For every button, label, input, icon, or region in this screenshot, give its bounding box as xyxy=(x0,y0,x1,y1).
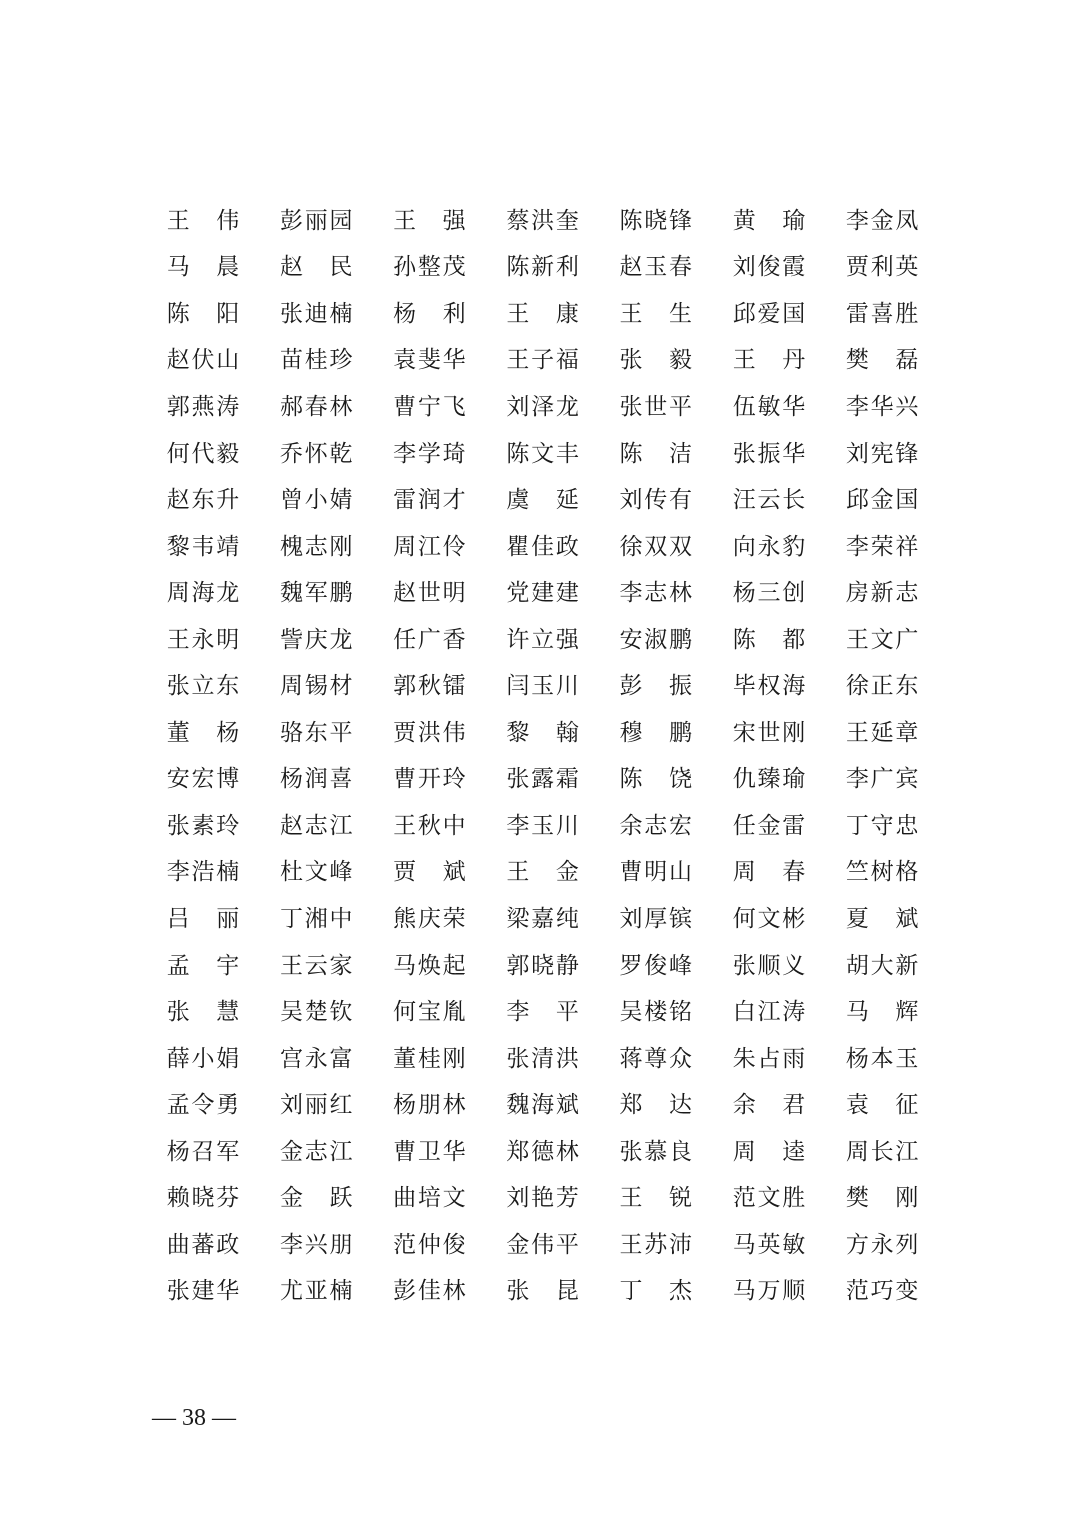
name-entry: 吕 丽 xyxy=(166,905,240,932)
name-entry: 郭 燕 涛 xyxy=(166,393,240,420)
name-entry: 王 强 xyxy=(393,207,466,234)
name-entry: 李 华 兴 xyxy=(845,393,919,420)
name-entry: 王 永 明 xyxy=(166,626,240,653)
name-entry: 朱 占 雨 xyxy=(732,1045,806,1072)
name-entry: 孟 令 勇 xyxy=(166,1092,240,1119)
name-entry: 宋 世 刚 xyxy=(732,719,806,746)
name-entry: 马 辉 xyxy=(845,999,919,1026)
name-entry: 郝 春 林 xyxy=(279,393,353,420)
name-entry: 张 慕 良 xyxy=(619,1138,692,1165)
name-entry: 李 学 琦 xyxy=(393,440,466,467)
name-entry: 张 迪 楠 xyxy=(279,300,353,327)
name-entry: 槐 志 刚 xyxy=(279,533,353,560)
name-entry: 郑 达 xyxy=(619,1092,692,1119)
name-entry: 马 焕 起 xyxy=(393,952,466,979)
name-entry: 陈 洁 xyxy=(619,440,692,467)
name-entry: 向 永 豹 xyxy=(732,533,806,560)
name-entry: 金 志 江 xyxy=(279,1138,353,1165)
name-entry: 蒋 尊 众 xyxy=(619,1045,692,1072)
name-entry: 孙 整 茂 xyxy=(393,254,466,281)
name-entry: 魏 海 斌 xyxy=(506,1092,579,1119)
name-entry: 乔 怀 乾 xyxy=(279,440,353,467)
name-entry: 宫 永 富 xyxy=(279,1045,353,1072)
name-entry: 赵 玉 春 xyxy=(619,254,692,281)
name-entry: 金 跃 xyxy=(279,1185,353,1212)
name-entry: 周 逵 xyxy=(732,1138,806,1165)
name-entry: 杨 召 军 xyxy=(166,1138,240,1165)
name-entry: 王 锐 xyxy=(619,1185,692,1212)
name-entry: 陈 饶 xyxy=(619,766,692,793)
name-entry: 陈 阳 xyxy=(166,300,240,327)
name-entry: 赵 民 xyxy=(279,254,353,281)
name-entry: 彭 佳 林 xyxy=(393,1278,466,1305)
name-entry: 王 苏 沛 xyxy=(619,1231,692,1258)
name-entry: 陈 文 丰 xyxy=(506,440,579,467)
name-entry: 尤 亚 楠 xyxy=(279,1278,353,1305)
name-entry: 赵 志 江 xyxy=(279,812,353,839)
name-entry: 吴 楚 钦 xyxy=(279,999,353,1026)
name-entry: 熊 庆 荣 xyxy=(393,905,466,932)
name-entry: 邱 金 国 xyxy=(845,487,919,514)
name-entry: 闫 玉 川 xyxy=(506,673,579,700)
name-entry: 陈 都 xyxy=(732,626,806,653)
name-entry: 刘 泽 龙 xyxy=(506,393,579,420)
name-entry: 黄 瑜 xyxy=(732,207,806,234)
name-entry: 曲 蕃 政 xyxy=(166,1231,240,1258)
name-entry: 曹 卫 华 xyxy=(393,1138,466,1165)
name-entry: 马 晨 xyxy=(166,254,240,281)
name-entry: 苗 桂 珍 xyxy=(279,347,353,374)
name-entry: 王 子 福 xyxy=(506,347,579,374)
name-entry: 訾 庆 龙 xyxy=(279,626,353,653)
name-entry: 骆 东 平 xyxy=(279,719,353,746)
name-entry: 雷 润 才 xyxy=(393,487,466,514)
name-entry: 李 平 xyxy=(506,999,579,1026)
name-entry: 樊 刚 xyxy=(845,1185,919,1212)
name-entry: 虞 延 xyxy=(506,487,579,514)
name-entry: 竺 树 格 xyxy=(845,859,919,886)
name-entry: 王 金 xyxy=(506,859,579,886)
name-entry: 张 露 霜 xyxy=(506,766,579,793)
name-entry: 王 延 章 xyxy=(845,719,919,746)
name-entry: 赵 伏 山 xyxy=(166,347,240,374)
name-entry: 赵 世 明 xyxy=(393,580,466,607)
name-entry: 丁 守 忠 xyxy=(845,812,919,839)
name-entry: 刘 艳 芳 xyxy=(506,1185,579,1212)
name-entry: 余 志 宏 xyxy=(619,812,692,839)
name-entry: 贾 利 英 xyxy=(845,254,919,281)
name-entry: 王 秋 中 xyxy=(393,812,466,839)
name-entry: 赖 晓 芬 xyxy=(166,1185,240,1212)
name-entry: 曲 培 文 xyxy=(393,1185,466,1212)
name-entry: 丁 湘 中 xyxy=(279,905,353,932)
name-entry: 范 文 胜 xyxy=(732,1185,806,1212)
name-entry: 贾 洪 伟 xyxy=(393,719,466,746)
name-entry: 张 昆 xyxy=(506,1278,579,1305)
name-entry: 曹 开 玲 xyxy=(393,766,466,793)
name-entry: 樊 磊 xyxy=(845,347,919,374)
name-entry: 安 淑 鹏 xyxy=(619,626,692,653)
name-entry: 陈 晓 锋 xyxy=(619,207,692,234)
name-entry: 曾 小 婧 xyxy=(279,487,353,514)
name-entry: 李 广 宾 xyxy=(845,766,919,793)
page-number: — 38 — xyxy=(152,1405,236,1431)
name-entry: 蔡 洪 奎 xyxy=(506,207,579,234)
name-entry: 何 文 彬 xyxy=(732,905,806,932)
name-entry: 马 万 顺 xyxy=(732,1278,806,1305)
name-entry: 仇 臻 瑜 xyxy=(732,766,806,793)
name-entry: 曹 明 山 xyxy=(619,859,692,886)
name-entry: 陈 新 利 xyxy=(506,254,579,281)
name-entry: 彭 丽 园 xyxy=(279,207,353,234)
name-entry: 瞿 佳 政 xyxy=(506,533,579,560)
name-entry: 杨 朋 林 xyxy=(393,1092,466,1119)
name-entry: 周 春 xyxy=(732,859,806,886)
name-entry: 任 金 雷 xyxy=(732,812,806,839)
name-entry: 张 立 东 xyxy=(166,673,240,700)
name-entry: 周 江 伶 xyxy=(393,533,466,560)
name-entry: 李 金 凤 xyxy=(845,207,919,234)
name-entry: 张 素 玲 xyxy=(166,812,240,839)
name-entry: 张 建 华 xyxy=(166,1278,240,1305)
name-entry: 罗 俊 峰 xyxy=(619,952,692,979)
name-entry: 何 代 毅 xyxy=(166,440,240,467)
name-entry: 王 云 家 xyxy=(279,952,353,979)
name-entry: 邱 爱 国 xyxy=(732,300,806,327)
name-entry: 郭 晓 静 xyxy=(506,952,579,979)
name-entry: 董 桂 刚 xyxy=(393,1045,466,1072)
name-entry: 徐 正 东 xyxy=(845,673,919,700)
name-entry: 董 杨 xyxy=(166,719,240,746)
name-entry: 魏 军 鹏 xyxy=(279,580,353,607)
name-entry: 张 顺 义 xyxy=(732,952,806,979)
name-entry: 孟 宇 xyxy=(166,952,240,979)
name-entry: 杨 本 玉 xyxy=(845,1045,919,1072)
name-entry: 彭 振 xyxy=(619,673,692,700)
name-entry: 刘 丽 红 xyxy=(279,1092,353,1119)
name-entry: 薛 小 娟 xyxy=(166,1045,240,1072)
name-entry: 刘 传 有 xyxy=(619,487,692,514)
name-entry: 丁 杰 xyxy=(619,1278,692,1305)
name-entry: 李 浩 楠 xyxy=(166,859,240,886)
name-entry: 杨 利 xyxy=(393,300,466,327)
name-entry: 袁 征 xyxy=(845,1092,919,1119)
name-entry: 李 荣 祥 xyxy=(845,533,919,560)
name-entry: 雷 喜 胜 xyxy=(845,300,919,327)
name-entry: 房 新 志 xyxy=(845,580,919,607)
name-entry: 刘 厚 镔 xyxy=(619,905,692,932)
name-entry: 白 江 涛 xyxy=(732,999,806,1026)
name-entry: 王 康 xyxy=(506,300,579,327)
name-entry: 金 伟 平 xyxy=(506,1231,579,1258)
name-entry: 郑 德 林 xyxy=(506,1138,579,1165)
name-entry: 周 海 龙 xyxy=(166,580,240,607)
name-entry: 汪 云 长 xyxy=(732,487,806,514)
name-entry: 余 君 xyxy=(732,1092,806,1119)
name-entry: 贾 斌 xyxy=(393,859,466,886)
name-entry: 任 广 香 xyxy=(393,626,466,653)
name-entry: 郭 秋 镭 xyxy=(393,673,466,700)
name-entry: 刘 宪 锋 xyxy=(845,440,919,467)
name-entry: 刘 俊 霞 xyxy=(732,254,806,281)
name-entry: 杨 润 喜 xyxy=(279,766,353,793)
name-entry: 党 建 建 xyxy=(506,580,579,607)
name-entry: 安 宏 博 xyxy=(166,766,240,793)
name-entry: 王 生 xyxy=(619,300,692,327)
name-entry: 李 志 林 xyxy=(619,580,692,607)
name-entry: 张 慧 xyxy=(166,999,240,1026)
name-entry: 周 长 江 xyxy=(845,1138,919,1165)
name-entry: 张 世 平 xyxy=(619,393,692,420)
name-entry: 马 英 敏 xyxy=(732,1231,806,1258)
name-entry: 王 丹 xyxy=(732,347,806,374)
name-entry: 杜 文 峰 xyxy=(279,859,353,886)
name-entry: 曹 宁 飞 xyxy=(393,393,466,420)
name-entry: 王 文 广 xyxy=(845,626,919,653)
name-entry: 范 巧 变 xyxy=(845,1278,919,1305)
name-entry: 杨 三 创 xyxy=(732,580,806,607)
name-entry: 张 清 洪 xyxy=(506,1045,579,1072)
name-list-grid xyxy=(166,198,958,1315)
name-entry: 王 伟 xyxy=(166,207,240,234)
name-entry: 徐 双 双 xyxy=(619,533,692,560)
name-entry: 李 兴 朋 xyxy=(279,1231,353,1258)
name-entry: 范 仲 俊 xyxy=(393,1231,466,1258)
name-entry: 黎 翰 xyxy=(506,719,579,746)
name-entry: 张 毅 xyxy=(619,347,692,374)
name-entry: 许 立 强 xyxy=(506,626,579,653)
name-entry: 吴 楼 铭 xyxy=(619,999,692,1026)
name-entry: 周 锡 材 xyxy=(279,673,353,700)
name-entry: 赵 东 升 xyxy=(166,487,240,514)
name-entry: 夏 斌 xyxy=(845,905,919,932)
name-entry: 黎 韦 靖 xyxy=(166,533,240,560)
name-entry: 毕 权 海 xyxy=(732,673,806,700)
name-entry: 袁 斐 华 xyxy=(393,347,466,374)
name-entry: 穆 鹏 xyxy=(619,719,692,746)
name-entry: 伍 敏 华 xyxy=(732,393,806,420)
name-entry: 李 玉 川 xyxy=(506,812,579,839)
name-entry: 方 永 列 xyxy=(845,1231,919,1258)
name-entry: 张 振 华 xyxy=(732,440,806,467)
name-entry: 胡 大 新 xyxy=(845,952,919,979)
name-entry: 梁 嘉 纯 xyxy=(506,905,579,932)
name-entry: 何 宝 胤 xyxy=(393,999,466,1026)
